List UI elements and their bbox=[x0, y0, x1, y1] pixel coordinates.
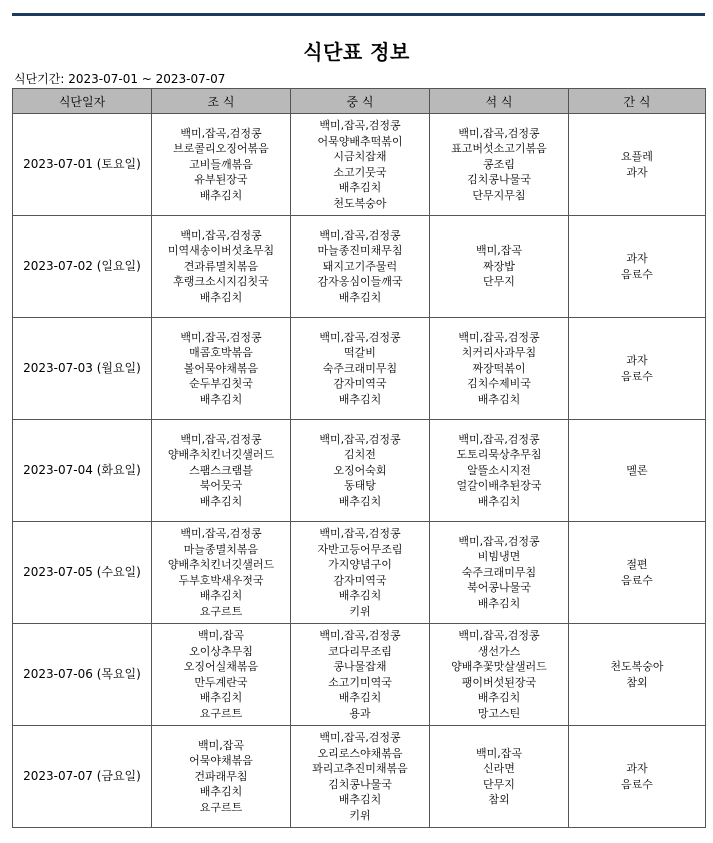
lunch-cell bbox=[291, 522, 430, 624]
menu-item: 감자미역국 bbox=[333, 573, 387, 587]
page-title: 식단표 정보 bbox=[303, 40, 410, 64]
dinner-cell bbox=[430, 522, 569, 624]
table-row bbox=[13, 318, 706, 420]
menu-item: 단무지 bbox=[483, 777, 515, 791]
breakfast-cell bbox=[152, 114, 291, 216]
menu-item: 꽈리고추진미채볶음 bbox=[312, 762, 408, 775]
header-snack: 간 식 bbox=[569, 89, 706, 114]
menu-item: 콩나물잡채 bbox=[333, 660, 387, 673]
breakfast-cell bbox=[152, 318, 291, 420]
menu-item: 배추김치 bbox=[338, 494, 382, 508]
menu-item: 순두부김칫국 bbox=[189, 377, 253, 391]
meal-date: 2023-07-06 (목요일) bbox=[13, 624, 152, 726]
table-row bbox=[13, 522, 706, 624]
menu-item: 비빔냉면 bbox=[477, 550, 521, 564]
menu-item: 요구르트 bbox=[199, 604, 243, 618]
table-row bbox=[13, 624, 706, 726]
menu-item: 요구르트 bbox=[199, 800, 243, 814]
meal-table bbox=[12, 88, 706, 828]
menu-item: 백미,잡곡,검정콩 bbox=[180, 432, 262, 446]
dinner-cell bbox=[430, 114, 569, 216]
menu-item: 단무지 bbox=[483, 275, 515, 289]
menu-item: 북어콩나물국 bbox=[467, 581, 531, 595]
dinner-cell bbox=[430, 216, 569, 318]
menu-item: 두부호박새우젓국 bbox=[178, 573, 264, 587]
menu-item: 치커리사과무침 bbox=[461, 346, 537, 360]
lunch-cell bbox=[291, 114, 430, 216]
table-row bbox=[13, 420, 706, 522]
menu-item: 자반고등어무조림 bbox=[317, 542, 403, 556]
menu-item: 숙주크래미무침 bbox=[322, 361, 398, 375]
top-accent-bar bbox=[12, 13, 705, 16]
menu-item: 백미,잡곡,검정콩 bbox=[180, 228, 262, 242]
meal-period: 식단기간: 2023-07-01 ~ 2023-07-07 bbox=[14, 72, 226, 86]
menu-item: 과자 bbox=[626, 165, 648, 179]
snack-cell bbox=[569, 318, 706, 420]
menu-item: 표고버섯소고기볶음 bbox=[451, 142, 547, 156]
menu-item: 백미,잡곡,검정콩 bbox=[319, 228, 401, 242]
menu-item: 소고기뭇국 bbox=[333, 165, 387, 179]
menu-item: 백미,잡곡,검정콩 bbox=[458, 126, 540, 140]
menu-item: 김치전 bbox=[344, 448, 376, 462]
menu-item: 백미,잡곡,검정콩 bbox=[458, 534, 540, 548]
menu-item: 건파래무침 bbox=[194, 769, 248, 783]
dinner-cell bbox=[430, 726, 569, 828]
menu-item: 배추김치 bbox=[477, 596, 521, 610]
menu-item: 배추김치 bbox=[199, 290, 243, 304]
menu-item: 유부된장국 bbox=[194, 173, 248, 187]
menu-item: 견과류멸치볶음 bbox=[183, 259, 259, 273]
menu-item: 배추김치 bbox=[338, 793, 382, 806]
menu-item: 키위 bbox=[349, 604, 371, 618]
lunch-cell bbox=[291, 318, 430, 420]
menu-item: 배추김치 bbox=[199, 392, 243, 406]
dinner-cell bbox=[430, 624, 569, 726]
menu-item: 단무지무침 bbox=[472, 188, 526, 202]
menu-item: 백미,잡곡,검정콩 bbox=[319, 119, 401, 132]
meal-date: 2023-07-05 (수요일) bbox=[13, 522, 152, 624]
breakfast-cell bbox=[152, 624, 291, 726]
menu-item: 동태탕 bbox=[344, 479, 376, 493]
menu-item: 가지양념구이 bbox=[328, 558, 392, 571]
menu-item: 북어뭇국 bbox=[199, 479, 243, 493]
menu-item: 만두계란국 bbox=[194, 675, 248, 689]
lunch-cell bbox=[291, 420, 430, 522]
menu-item: 미역새송이버섯초무침 bbox=[167, 244, 275, 258]
menu-item: 매콤호박볶음 bbox=[189, 346, 253, 360]
menu-item: 스팸스크램블 bbox=[189, 463, 253, 477]
menu-item: 돼지고기주물럭 bbox=[322, 259, 398, 273]
header-dinner: 석 식 bbox=[430, 89, 569, 114]
menu-item: 배추김치 bbox=[338, 392, 382, 406]
menu-item: 용과 bbox=[349, 706, 371, 720]
snack-cell bbox=[569, 726, 706, 828]
menu-item: 배추김치 bbox=[199, 785, 243, 799]
menu-item: 망고스틴 bbox=[477, 706, 521, 720]
menu-item: 천도복숭아 bbox=[610, 660, 664, 673]
menu-item: 백미,잡곡 bbox=[197, 738, 244, 752]
menu-item: 백미,잡곡,검정콩 bbox=[458, 330, 540, 344]
menu-item: 백미,잡곡 bbox=[197, 629, 244, 642]
breakfast-cell bbox=[152, 216, 291, 318]
menu-item: 배추김치 bbox=[199, 494, 243, 508]
menu-item: 음료수 bbox=[621, 573, 653, 587]
menu-item: 양배추치킨너깃샐러드 bbox=[167, 558, 275, 571]
menu-item: 요플레 bbox=[621, 150, 653, 163]
menu-item: 콩조림 bbox=[483, 157, 515, 171]
menu-item: 배추김치 bbox=[338, 181, 382, 194]
header-lunch: 중 식 bbox=[291, 89, 430, 114]
menu-item: 백미,잡곡,검정콩 bbox=[180, 527, 262, 540]
snack-cell bbox=[569, 420, 706, 522]
menu-item: 신라면 bbox=[483, 762, 515, 775]
menu-item: 시금치잡채 bbox=[333, 150, 387, 163]
menu-item: 백미,잡곡,검정콩 bbox=[319, 527, 401, 540]
header-row bbox=[13, 89, 706, 114]
menu-item: 백미,잡곡,검정콩 bbox=[458, 432, 540, 446]
menu-item: 김치콩나물국 bbox=[467, 173, 531, 187]
table-row bbox=[13, 114, 706, 216]
menu-item: 백미,잡곡,검정콩 bbox=[319, 432, 401, 446]
menu-item: 숙주크래미무침 bbox=[461, 565, 537, 579]
menu-item: 배추김치 bbox=[477, 392, 521, 406]
menu-item: 배추김치 bbox=[477, 691, 521, 704]
meal-date: 2023-07-02 (일요일) bbox=[13, 216, 152, 318]
menu-item: 음료수 bbox=[621, 777, 653, 791]
menu-item: 마늘종멸치볶음 bbox=[183, 542, 259, 556]
menu-item: 참외 bbox=[488, 793, 510, 806]
menu-item: 백미,잡곡,검정콩 bbox=[319, 731, 401, 744]
menu-item: 마늘종진미채무침 bbox=[317, 244, 403, 258]
snack-cell bbox=[569, 114, 706, 216]
snack-cell bbox=[569, 216, 706, 318]
menu-item: 백미,잡곡,검정콩 bbox=[180, 330, 262, 344]
menu-item: 배추김치 bbox=[477, 494, 521, 508]
menu-item: 참외 bbox=[626, 675, 648, 689]
menu-item: 양배추꽃맛살샐러드 bbox=[451, 660, 547, 673]
snack-cell bbox=[569, 624, 706, 726]
menu-item: 도토리묵상추무침 bbox=[456, 448, 542, 462]
menu-item: 짜장떡볶이 bbox=[472, 361, 526, 375]
menu-item: 백미,잡곡 bbox=[475, 244, 522, 258]
menu-item: 생선가스 bbox=[477, 644, 521, 658]
menu-item: 볼어묵야채볶음 bbox=[183, 361, 259, 375]
header-date: 식단일자 bbox=[13, 89, 152, 114]
menu-item: 절편 bbox=[626, 558, 648, 571]
menu-item: 백미,잡곡 bbox=[475, 746, 522, 760]
menu-item: 짜장밥 bbox=[483, 259, 515, 273]
menu-item: 배추김치 bbox=[338, 589, 382, 602]
meal-rows bbox=[13, 114, 706, 828]
menu-item: 고비들깨볶음 bbox=[189, 157, 253, 171]
menu-item: 오이상추무침 bbox=[189, 644, 253, 658]
menu-item: 오징어실채볶음 bbox=[183, 660, 259, 673]
snack-cell bbox=[569, 522, 706, 624]
menu-item: 배추김치 bbox=[199, 691, 243, 704]
menu-item: 음료수 bbox=[621, 267, 653, 281]
dinner-cell bbox=[430, 420, 569, 522]
menu-item: 배추김치 bbox=[199, 188, 243, 202]
menu-item: 김치수제비국 bbox=[467, 377, 531, 391]
menu-item: 브로콜리오징어볶음 bbox=[173, 142, 269, 156]
menu-item: 멜론 bbox=[626, 463, 648, 477]
menu-item: 백미,잡곡,검정콩 bbox=[319, 629, 401, 642]
menu-item: 백미,잡곡,검정콩 bbox=[319, 330, 401, 344]
menu-item: 어묵양배추떡볶이 bbox=[317, 134, 403, 148]
menu-item: 소고기미역국 bbox=[328, 675, 392, 689]
menu-item: 배추김치 bbox=[338, 290, 382, 304]
breakfast-cell bbox=[152, 420, 291, 522]
menu-item: 천도복숭아 bbox=[333, 196, 387, 210]
menu-item: 배추김치 bbox=[338, 691, 382, 704]
meal-date: 2023-07-01 (토요일) bbox=[13, 114, 152, 216]
menu-item: 백미,잡곡,검정콩 bbox=[180, 126, 262, 140]
menu-item: 요구르트 bbox=[199, 706, 243, 720]
menu-item: 감자미역국 bbox=[333, 377, 387, 391]
menu-item: 감자옹심이들깨국 bbox=[317, 275, 403, 289]
menu-item: 오징어숙회 bbox=[333, 463, 387, 477]
menu-item: 과자 bbox=[626, 252, 648, 265]
menu-item: 과자 bbox=[626, 762, 648, 775]
menu-item: 김치콩나물국 bbox=[328, 777, 392, 791]
menu-item: 어묵야채볶음 bbox=[189, 754, 253, 768]
lunch-cell bbox=[291, 624, 430, 726]
lunch-cell bbox=[291, 726, 430, 828]
menu-item: 과자 bbox=[626, 354, 648, 367]
meal-date: 2023-07-07 (금요일) bbox=[13, 726, 152, 828]
menu-item: 코다리무조림 bbox=[328, 644, 392, 658]
lunch-cell bbox=[291, 216, 430, 318]
menu-item: 배추김치 bbox=[199, 589, 243, 602]
menu-item: 떡갈비 bbox=[344, 346, 376, 360]
table-row bbox=[13, 726, 706, 828]
menu-item: 팽이버섯된장국 bbox=[461, 675, 537, 689]
table-row bbox=[13, 216, 706, 318]
menu-item: 알뜰소시지전 bbox=[467, 463, 531, 477]
menu-item: 후랭크소시지김칫국 bbox=[173, 275, 269, 289]
breakfast-cell bbox=[152, 726, 291, 828]
menu-item: 오리로스야채볶음 bbox=[317, 746, 403, 760]
meal-date: 2023-07-04 (화요일) bbox=[13, 420, 152, 522]
meal-date: 2023-07-03 (월요일) bbox=[13, 318, 152, 420]
breakfast-cell bbox=[152, 522, 291, 624]
menu-item: 얼갈이배추된장국 bbox=[456, 479, 542, 493]
menu-item: 양배추치킨너깃샐러드 bbox=[167, 448, 275, 462]
menu-item: 백미,잡곡,검정콩 bbox=[458, 629, 540, 642]
menu-item: 음료수 bbox=[621, 369, 653, 383]
header-breakfast: 조 식 bbox=[152, 89, 291, 114]
menu-item: 키위 bbox=[349, 808, 371, 822]
dinner-cell bbox=[430, 318, 569, 420]
